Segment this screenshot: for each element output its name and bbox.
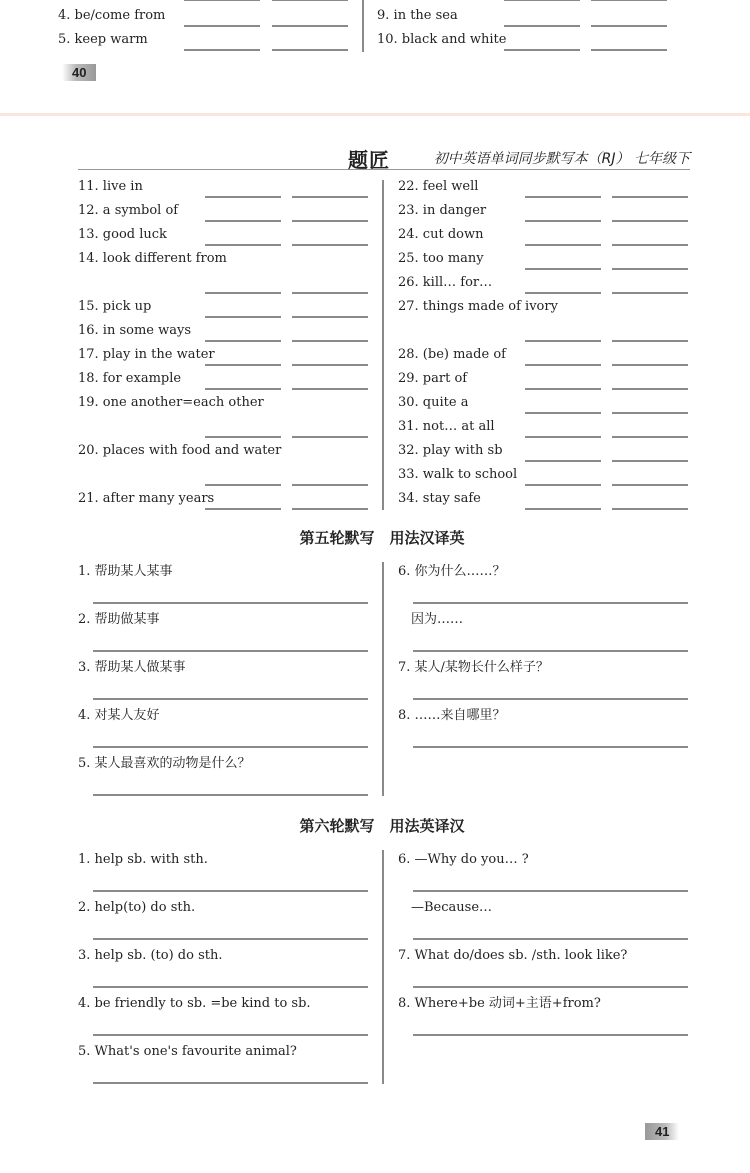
vocab-item-label: 30. quite a <box>398 395 469 410</box>
answer-blank[interactable] <box>525 268 601 270</box>
page-number: 40 <box>62 64 96 81</box>
answer-blank[interactable] <box>292 316 368 318</box>
translation-item-label: 8. Where+be 动词+主语+from? <box>398 996 601 1011</box>
translation-item-label: 8. ……来自哪里？ <box>398 708 506 723</box>
answer-line[interactable] <box>93 794 368 796</box>
answer-blank[interactable] <box>292 196 368 198</box>
answer-blank[interactable] <box>525 460 601 462</box>
answer-line[interactable] <box>413 938 688 940</box>
vocab-item-label: 26. kill… for… <box>398 275 493 290</box>
answer-blank[interactable] <box>591 49 667 51</box>
answer-blank[interactable] <box>612 484 688 486</box>
answer-line[interactable] <box>413 986 688 988</box>
answer-blank[interactable] <box>525 412 601 414</box>
vocab-item-label: 10. black and white <box>377 32 507 47</box>
answer-blank[interactable] <box>205 388 281 390</box>
answer-blank[interactable] <box>292 436 368 438</box>
answer-blank[interactable] <box>525 484 601 486</box>
vocab-item-label: 15. pick up <box>78 299 152 314</box>
translation-item-label: 5. 某人最喜欢的动物是什么？ <box>78 756 251 771</box>
answer-blank[interactable] <box>591 0 667 1</box>
answer-blank[interactable] <box>205 292 281 294</box>
answer-blank[interactable] <box>205 484 281 486</box>
translation-item-label: 6. 你为什么……？ <box>398 564 506 579</box>
answer-blank[interactable] <box>525 220 601 222</box>
answer-blank[interactable] <box>292 484 368 486</box>
vocab-item-label: 14. look different from <box>78 251 227 266</box>
answer-blank[interactable] <box>504 25 580 27</box>
answer-blank[interactable] <box>292 364 368 366</box>
vocab-item-label: 13. good luck <box>78 227 167 242</box>
vocab-item-label: 19. one another=each other <box>78 395 264 410</box>
answer-blank[interactable] <box>525 508 601 510</box>
answer-blank[interactable] <box>525 292 601 294</box>
answer-blank[interactable] <box>612 436 688 438</box>
answer-blank[interactable] <box>272 49 348 51</box>
vocab-item-label: 33. walk to school <box>398 467 518 482</box>
section-title: 第六轮默写 用法英译汉 <box>299 817 465 835</box>
vocab-item-label: 11. live in <box>78 179 143 194</box>
answer-blank[interactable] <box>612 340 688 342</box>
answer-blank[interactable] <box>205 244 281 246</box>
answer-blank[interactable] <box>184 25 260 27</box>
answer-blank[interactable] <box>205 196 281 198</box>
column-divider <box>382 562 384 796</box>
vocab-item-label: 5. keep warm <box>58 32 148 47</box>
translation-item-label: 7. 某人/某物长什么样子？ <box>398 660 549 675</box>
vocab-item-label: 28. (be) made of <box>398 347 506 362</box>
vocab-item-label: 17. play in the water <box>78 347 215 362</box>
answer-line[interactable] <box>93 746 368 748</box>
answer-line[interactable] <box>413 746 688 748</box>
answer-line[interactable] <box>413 890 688 892</box>
answer-blank[interactable] <box>205 508 281 510</box>
answer-line[interactable] <box>93 938 368 940</box>
page-header <box>78 144 690 170</box>
vocab-item-label: 25. too many <box>398 251 484 266</box>
column-divider <box>382 850 384 1084</box>
answer-blank[interactable] <box>292 244 368 246</box>
column-divider <box>362 0 364 52</box>
answer-line[interactable] <box>93 650 368 652</box>
vocab-item-label: 34. stay safe <box>398 491 481 506</box>
translation-item-label: —Because… <box>398 900 493 915</box>
answer-line[interactable] <box>413 602 688 604</box>
answer-blank[interactable] <box>612 460 688 462</box>
answer-blank[interactable] <box>292 388 368 390</box>
vocab-item-label: 9. in the sea <box>377 8 458 23</box>
brand-logo: 题匠 <box>348 148 390 172</box>
answer-blank[interactable] <box>205 220 281 222</box>
page-number: 41 <box>645 1123 679 1140</box>
answer-blank[interactable] <box>612 196 688 198</box>
vocab-item-label: 27. things made of ivory <box>398 299 558 314</box>
answer-blank[interactable] <box>272 25 348 27</box>
answer-blank[interactable] <box>612 388 688 390</box>
vocab-item-label: 22. feel well <box>398 179 479 194</box>
translation-item-label: 2. help(to) do sth. <box>78 900 196 915</box>
answer-blank[interactable] <box>612 364 688 366</box>
translation-item-label: 5. What's one's favourite animal? <box>78 1044 297 1059</box>
translation-item-label: 3. 帮助某人做某事 <box>78 660 186 675</box>
answer-line[interactable] <box>413 698 688 700</box>
vocab-item-label: 16. in some ways <box>78 323 192 338</box>
translation-item-label: 1. 帮助某人某事 <box>78 564 173 579</box>
translation-item-label: 2. 帮助做某事 <box>78 612 160 627</box>
answer-blank[interactable] <box>205 340 281 342</box>
answer-blank[interactable] <box>205 364 281 366</box>
answer-blank[interactable] <box>504 49 580 51</box>
translation-item-label: 4. 对某人友好 <box>78 708 160 723</box>
answer-line[interactable] <box>93 602 368 604</box>
translation-item-label: 4. be friendly to sb. =be kind to sb. <box>78 996 311 1011</box>
answer-line[interactable] <box>93 890 368 892</box>
answer-line[interactable] <box>413 650 688 652</box>
vocab-item-label: 29. part of <box>398 371 468 386</box>
vocab-item-label: 4. be/come from <box>58 8 166 23</box>
translation-item-label: 6. —Why do you… ? <box>398 852 529 867</box>
answer-blank[interactable] <box>205 316 281 318</box>
answer-blank[interactable] <box>292 340 368 342</box>
answer-blank[interactable] <box>612 292 688 294</box>
answer-blank[interactable] <box>525 436 601 438</box>
answer-blank[interactable] <box>292 220 368 222</box>
section-title: 第五轮默写 用法汉译英 <box>299 529 465 547</box>
vocab-item-label: 24. cut down <box>398 227 484 242</box>
answer-blank[interactable] <box>591 25 667 27</box>
answer-blank[interactable] <box>292 508 368 510</box>
translation-item-label: 因为…… <box>398 612 464 627</box>
answer-blank[interactable] <box>184 49 260 51</box>
vocab-item-label: 32. play with sb <box>398 443 503 458</box>
answer-blank[interactable] <box>525 340 601 342</box>
vocab-item-label: 12. a symbol of <box>78 203 179 218</box>
answer-blank[interactable] <box>612 244 688 246</box>
vocab-item-label: 18. for example <box>78 371 182 386</box>
answer-line[interactable] <box>93 1034 368 1036</box>
answer-blank[interactable] <box>525 244 601 246</box>
answer-blank[interactable] <box>292 292 368 294</box>
translation-item-label: 3. help sb. (to) do sth. <box>78 948 223 963</box>
answer-blank[interactable] <box>612 412 688 414</box>
answer-blank[interactable] <box>205 436 281 438</box>
answer-blank[interactable] <box>612 508 688 510</box>
vocab-item-label: 23. in danger <box>398 203 487 218</box>
vocab-item-label: 31. not… at all <box>398 419 495 434</box>
translation-item-label: 1. help sb. with sth. <box>78 852 208 867</box>
book-subtitle: 初中英语单词同步默写本（RJ） 七年级下 <box>433 151 690 167</box>
answer-blank[interactable] <box>525 196 601 198</box>
answer-blank[interactable] <box>612 268 688 270</box>
answer-line[interactable] <box>413 1034 688 1036</box>
column-divider <box>382 180 384 510</box>
vocab-item-label: 20. places with food and water <box>78 443 282 458</box>
answer-blank[interactable] <box>272 0 348 1</box>
answer-blank[interactable] <box>525 388 601 390</box>
answer-blank[interactable] <box>184 0 260 1</box>
translation-item-label: 7. What do/does sb. /sth. look like? <box>398 948 628 963</box>
answer-blank[interactable] <box>504 0 580 1</box>
answer-line[interactable] <box>93 986 368 988</box>
answer-blank[interactable] <box>612 220 688 222</box>
vocab-item-label: 21. after many years <box>78 491 215 506</box>
answer-line[interactable] <box>93 1082 368 1084</box>
answer-line[interactable] <box>93 698 368 700</box>
answer-blank[interactable] <box>525 364 601 366</box>
